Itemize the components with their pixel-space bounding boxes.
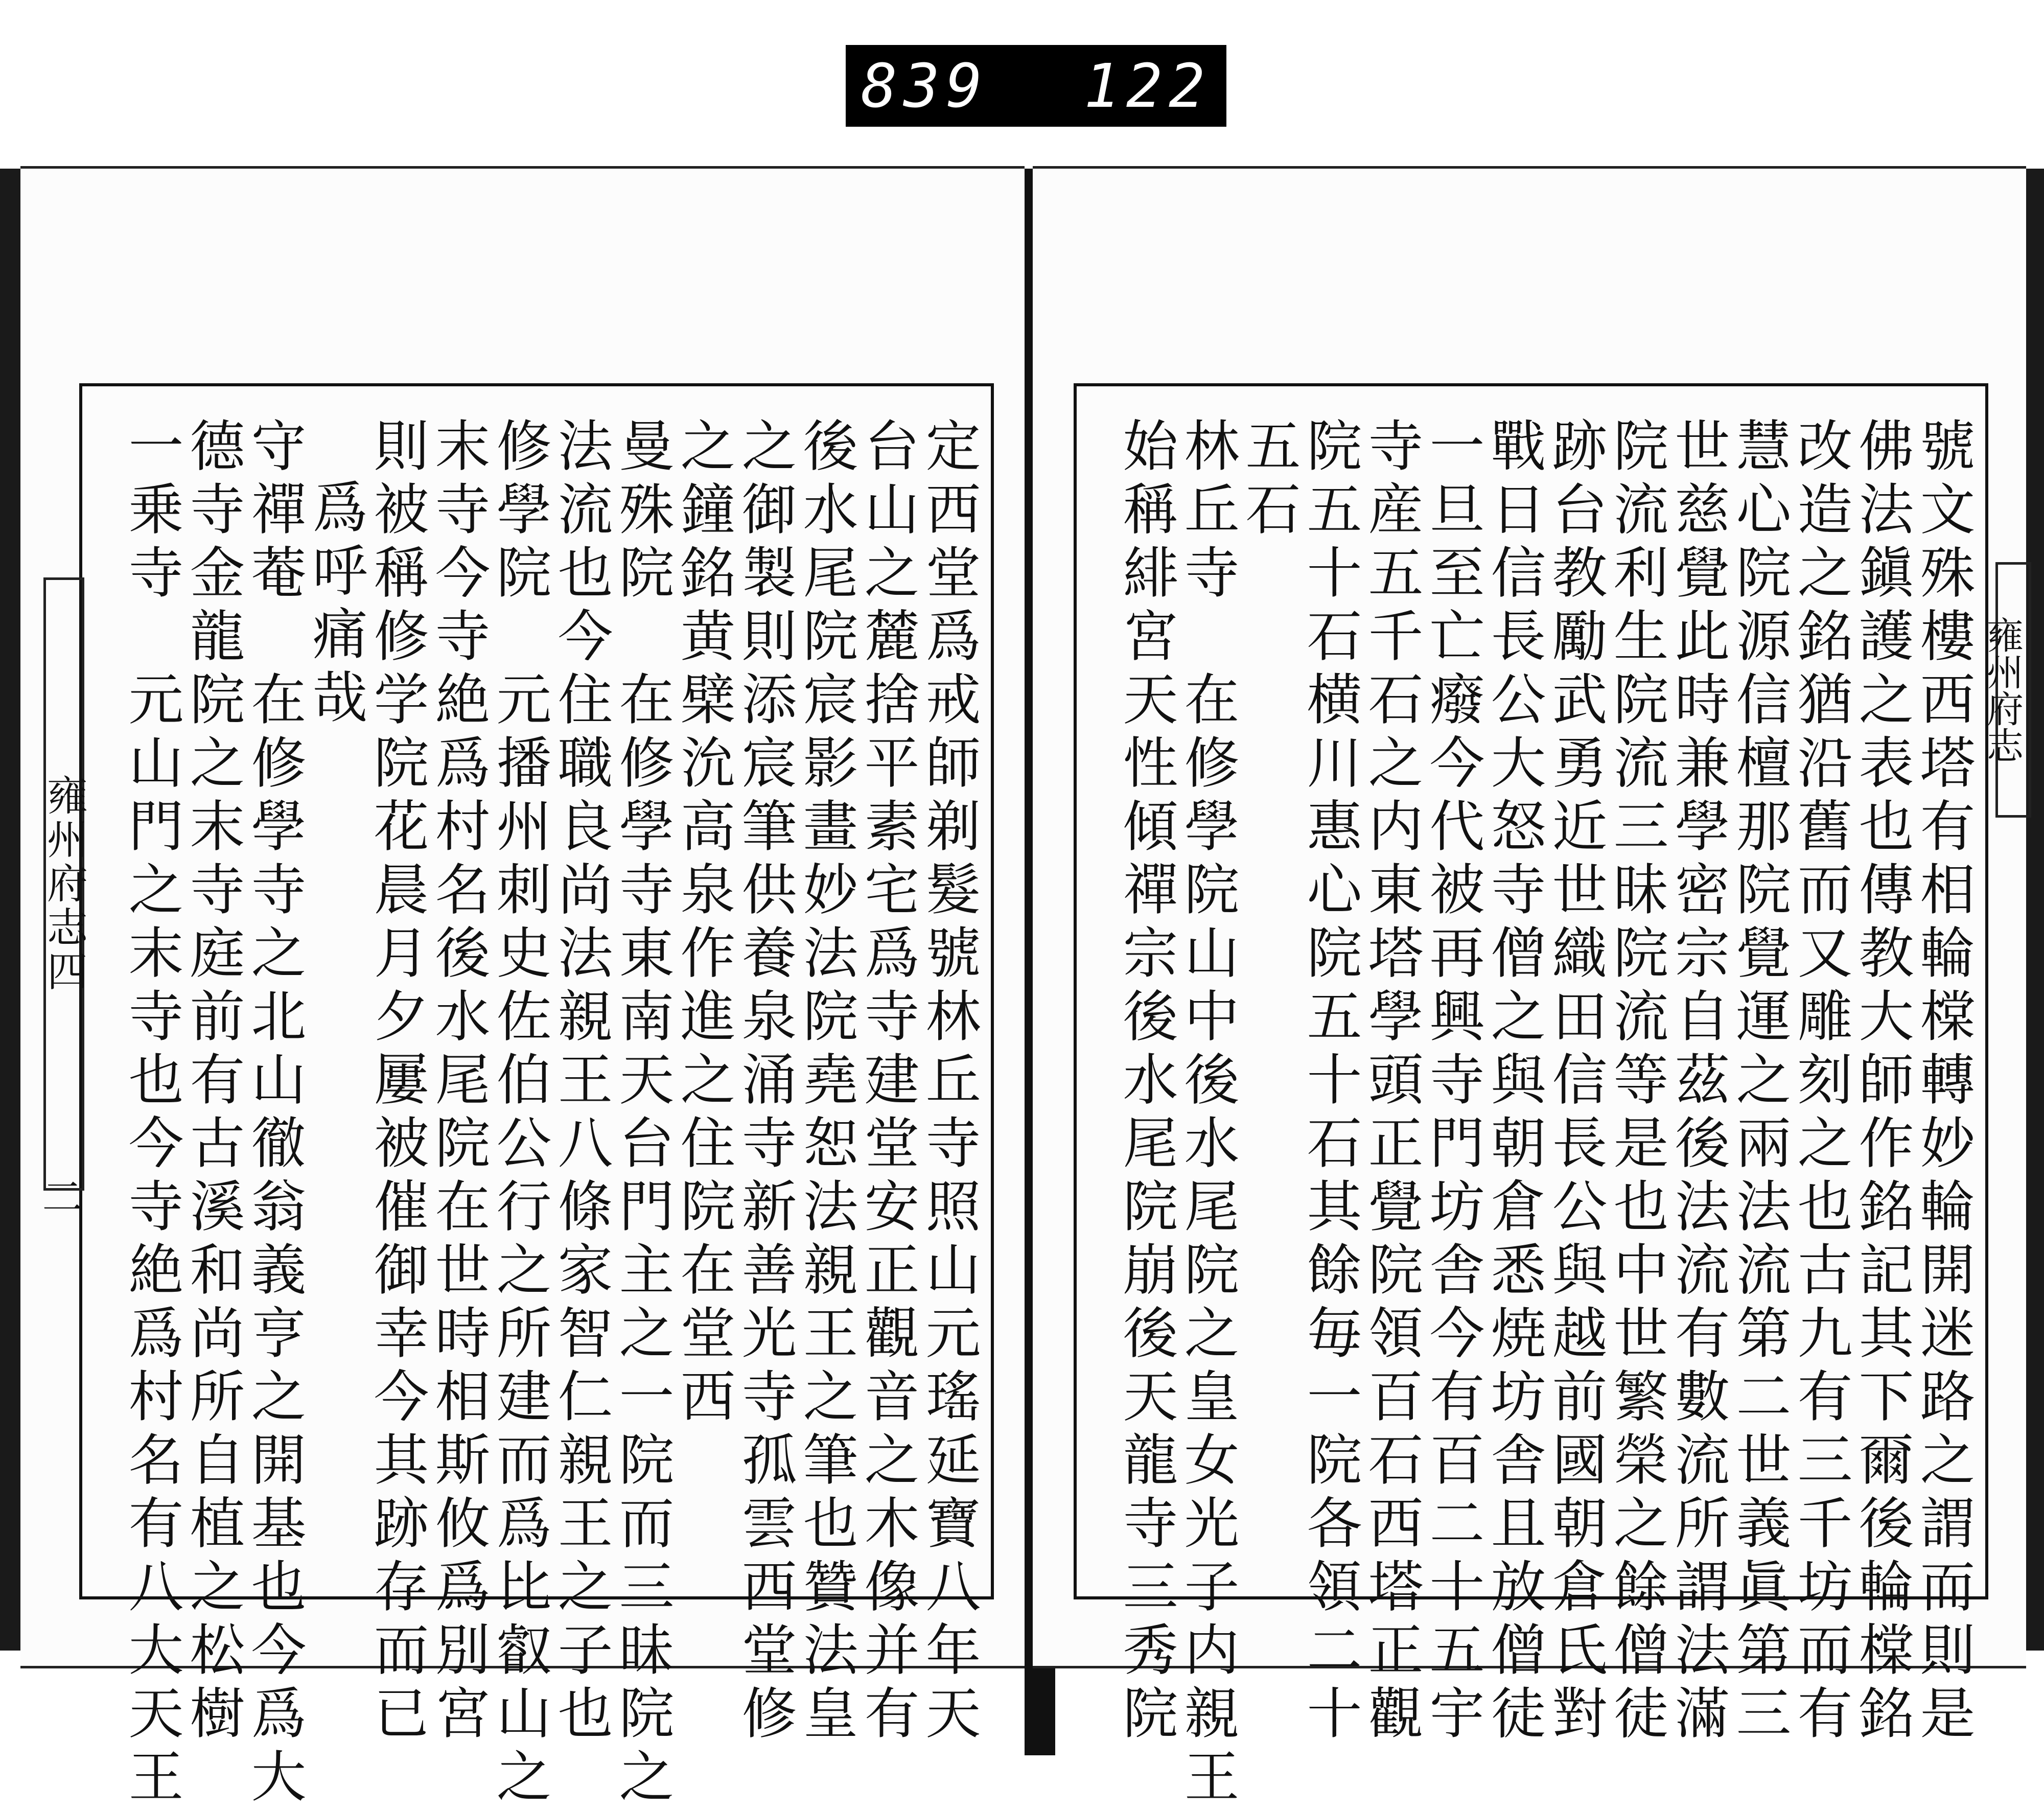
left-column-1: 定西堂爲戒師剃髮號林丘寺照山元瑤延寶八年天 xyxy=(916,417,980,1748)
left-column-13: 德寺金龍院之末寺庭前有古溪和尚所自植之松樹 xyxy=(180,417,244,1748)
left-column-10: 則被稱修学院花晨月夕屢被催御幸今其跡存而已 xyxy=(364,417,428,1748)
left-column-6: 曼殊院 在修學寺東南天台門主之一院而三昧院之 xyxy=(610,417,673,1811)
book-edge-left xyxy=(0,169,20,1651)
right-column-4: 慧心院源信檀那院覺運之兩法流第二世義眞第三 xyxy=(1727,417,1791,1748)
left-text-frame xyxy=(79,383,994,1811)
right-column-6: 院流利生院流三昧院流等是也中世繁榮之餘僧徒 xyxy=(1604,417,1668,1748)
left-column-14: 一乗寺 元山門之末寺也今寺絶爲村名有八大天王 xyxy=(119,417,183,1811)
right-column-3: 改造之銘猶沿舊而又雕刻之也古九有三千坊而有 xyxy=(1788,417,1852,1748)
left-column-4: 之御製則添宸筆供養泉涌寺新善光寺孤雲西堂修 xyxy=(732,417,796,1748)
book-spine xyxy=(1025,169,1033,1755)
left-column-3: 後水尾院宸影畫妙法院堯恕法親王之筆也贊法皇 xyxy=(794,417,857,1748)
left-column-9: 末寺今寺絶爲村名後水尾院在世時相斯攸爲別宮 xyxy=(426,417,490,1748)
right-page xyxy=(1033,166,2026,1811)
left-page xyxy=(20,166,1025,1811)
archive-number-left: 839 xyxy=(861,51,989,121)
page-folio: 二 xyxy=(35,1175,83,1216)
left-column-2: 台山之麓捨平素宅爲寺建堂安正觀音之木像并有 xyxy=(855,417,919,1748)
right-column-5: 世慈覺此時兼學密宗自茲後法流有數流所謂法滿 xyxy=(1665,417,1729,1748)
right-column-14: 始稱緋宮天性傾禪宗後水尾院崩後天龍寺三秀院 xyxy=(1113,417,1177,1748)
left-column-5: 之鐘銘黄檗沇高泉作進之住院在堂西 xyxy=(671,417,735,1431)
left-column-7: 法流也今住職良尚法親王八條家智仁親王之子也 xyxy=(548,417,612,1748)
right-column-10: 寺産五千石之内東塔學頭正覺院領百石西塔正觀 xyxy=(1359,417,1423,1748)
right-column-11: 院五十石横川惠心院五十石其餘毎一院各領二十 xyxy=(1297,417,1361,1748)
book-edge-right xyxy=(2026,169,2044,1651)
right-column-1: 號文殊樓西塔有相輪橖轉妙輪開迷路之謂而則是 xyxy=(1911,417,1975,1748)
archive-label xyxy=(846,45,1226,127)
right-column-12: 五石 xyxy=(1236,417,1300,544)
right-column-13: 林丘寺 在修學院山中後水尾院之皇女光子内親王 xyxy=(1175,417,1239,1811)
left-column-8: 修學院 元播州刺史佐伯公行之所建而爲比叡山之 xyxy=(487,417,551,1811)
left-column-12: 守禪菴 在修學寺之北山徹翁義亨之開基也今爲大 xyxy=(242,417,306,1811)
margin-book-title: 雍州府志四 xyxy=(43,577,84,1191)
right-column-9: 一旦至亡癈今代被再興寺門坊舎今有百二十五宇 xyxy=(1420,417,1484,1748)
right-column-2: 佛法鎭護之表也傳教大師作銘記其下爾後輪橖銘 xyxy=(1849,417,1913,1748)
right-column-7: 跡台教勵武勇近世織田信長公與越前國朝倉氏對 xyxy=(1543,417,1607,1748)
archive-number-right: 122 xyxy=(1083,51,1211,121)
right-column-8: 戰日信長公大怒寺僧之與朝倉悉焼坊舎且放僧徒 xyxy=(1481,417,1545,1748)
right-text-frame xyxy=(1074,383,1988,1811)
right-margin-tab: 雍州府志 xyxy=(1995,562,2031,818)
left-column-11: 爲呼痛哉 xyxy=(303,478,367,732)
